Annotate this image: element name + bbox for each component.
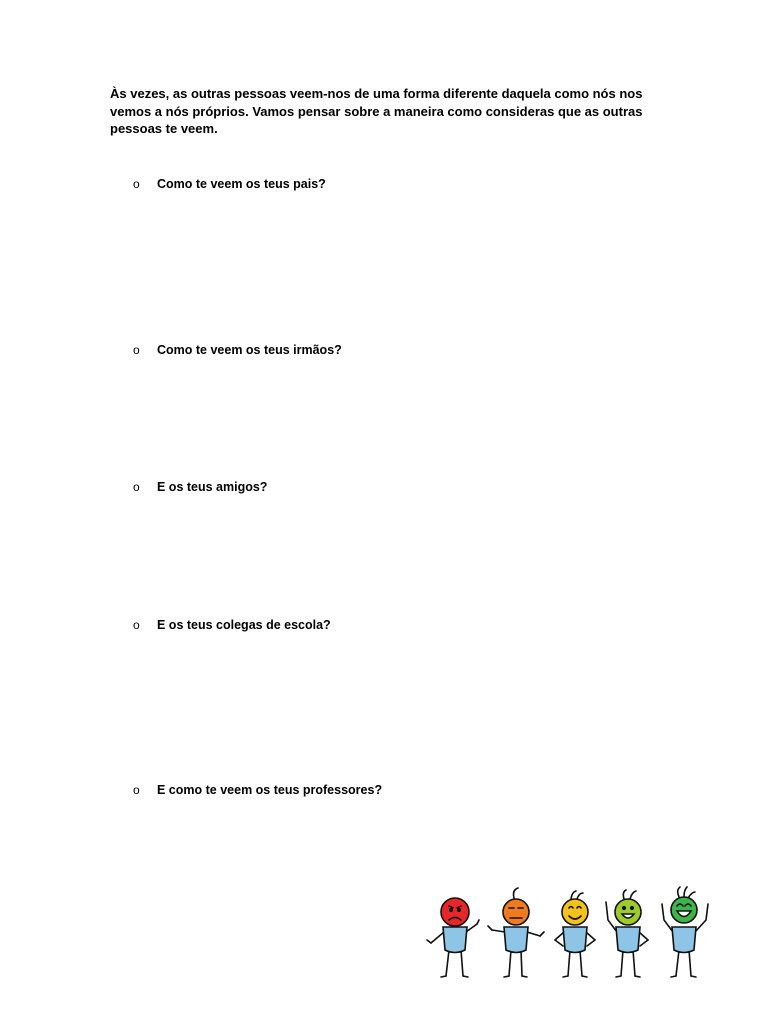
bullet-marker: o: [133, 480, 140, 494]
question-text: E os teus colegas de escola?: [157, 618, 331, 632]
question-parents: [133, 176, 326, 192]
stick-figure-unhappy: [488, 888, 544, 977]
question-schoolmates: [133, 617, 331, 633]
question-text: Como te veem os teus irmãos?: [157, 343, 342, 357]
bullet-marker: o: [133, 618, 140, 632]
question-text: E como te veem os teus professores?: [157, 783, 383, 797]
question-text: E os teus amigos?: [157, 480, 268, 494]
question-text: Como te veem os teus pais?: [157, 177, 326, 191]
stick-figure-joyful: [662, 887, 708, 977]
question-teachers: [133, 782, 382, 798]
bullet-marker: o: [133, 343, 140, 357]
bullet-marker: o: [133, 783, 140, 797]
intro-paragraph: Às vezes, as outras pessoas veem-nos de uma forma diferente daquela como nós nos vemos a nós próprios. Vamos pensar sobre a maneira como consideras que as outras pessoas te veem.: [110, 86, 643, 136]
stick-figures-mood-scale-icon: [420, 880, 720, 990]
stick-figure-happy: [606, 890, 648, 977]
question-friends: [133, 479, 267, 495]
bullet-marker: o: [133, 177, 140, 191]
question-siblings: [133, 342, 342, 358]
stick-figure-sad: [427, 898, 479, 977]
stick-figure-content: [555, 891, 595, 977]
